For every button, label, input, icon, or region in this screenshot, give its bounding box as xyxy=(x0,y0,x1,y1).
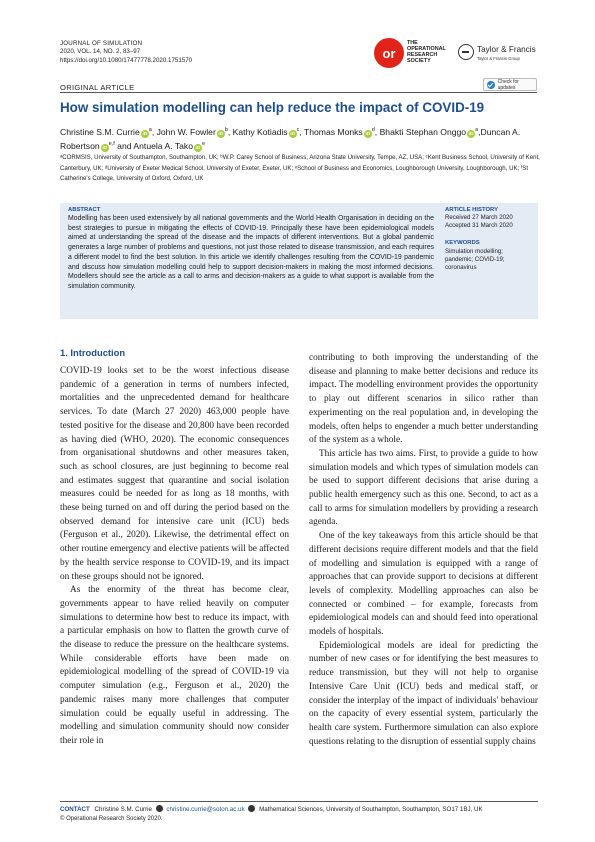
author-name: Thomas Monks xyxy=(303,126,363,137)
abstract-heading: ABSTRACT xyxy=(68,207,101,213)
body-paragraph: contributing to both improving the understanding of the disease and planning to make better decisions and reduce its impact. The modelling environment provides the opportunity to play out different scenarios in silico rather than experimenting on the real population and, in developing the models, often helps to engender a much better understanding of the system as a whole. xyxy=(309,353,538,446)
author-affiliation-mark: d xyxy=(371,127,375,133)
right-column xyxy=(309,352,538,749)
left-column xyxy=(60,365,289,749)
header-divider xyxy=(60,92,537,93)
check-updates-icon xyxy=(487,81,495,89)
author-name: Kathy Kotiadis xyxy=(232,126,288,137)
section-heading-introduction: 1. Introduction xyxy=(60,347,126,358)
taylor-francis-sub: Taylor & Francis Group xyxy=(477,56,520,61)
orcid-icon[interactable]: iD xyxy=(142,130,148,136)
author-list xyxy=(60,124,540,153)
author-separator: and xyxy=(114,141,134,152)
orcid-icon[interactable]: iD xyxy=(365,130,371,136)
keywords-heading: KEYWORDS xyxy=(445,240,480,246)
copyright: © Operational Research Society 2020. xyxy=(60,816,163,822)
journal-name: JOURNAL OF SIMULATION xyxy=(60,40,143,47)
contact-line xyxy=(60,805,483,813)
doi-link[interactable]: https://doi.org/10.1080/17477778.2020.1751570 xyxy=(60,56,193,64)
contact-label: CONTACT xyxy=(60,806,90,813)
orcid-icon[interactable]: iD xyxy=(218,130,224,136)
author-name: John W. Fowler xyxy=(156,126,216,137)
check-for-updates-button[interactable] xyxy=(483,78,537,91)
address-icon xyxy=(248,805,255,812)
author-affiliation-mark: a xyxy=(148,127,152,133)
author-separator: , xyxy=(227,126,233,137)
email-icon xyxy=(156,805,163,812)
author-name: Antuela A. Tako xyxy=(133,141,193,152)
orcid-icon[interactable]: iD xyxy=(290,130,295,136)
received-date: Received 27 March 2020 xyxy=(445,214,513,221)
author-name: Duncan A. Robertson xyxy=(60,126,521,152)
check-updates-label: Check for updates xyxy=(497,78,519,91)
body-paragraph: As the enormity of the threat has become clear, governments appear to have relied heavily on computer simulations to determine how best to reduce its impact, with a particular emphasis on how to flatten the growth curve of the disease to reduce the pressure on the healthcare systems. While considerable efforts have been made on epidemiological modelling of the spread of COVID-19 via computer simulation (e.g., Ferguson et al., 2020) the pandemic raises many more challenges that computer simulation could be equally useful in addressing. The modelling and simulation community should now consider their role in xyxy=(60,585,289,746)
author-separator: , xyxy=(151,126,157,137)
author-separator: , xyxy=(299,126,304,137)
author-affiliation-mark: e,f xyxy=(108,141,115,148)
body-paragraph: COVID-19 looks set to be the worst infectious disease pandemic of a generation in terms of numbers infected, mortalities and the unprecedented demand for healthcare services. To date (March 27 2020) 463,000 people have tested positive for the disease and 20,800 have been recorded as having died (WHO, 2020). The economic consequences from organisational shutdowns and other measures taken, such as school closures, are just beginning to become real and estimates suggest that quarantine and social isolation measures could be needed for as long as 18 months, with these being turned on and off during the period based on the observed demand for intensive care unit (ICU) beds (Ferguson et al., 2020). Likewise, the detrimental effect on other routine emergency and elective patients will be affected by the health service response to COVID-19, and its impact on these groups should not be ignored. xyxy=(60,366,289,582)
keyword-item: coronavirus xyxy=(445,264,477,271)
volume-line: 2020, VOL. 14, NO. 2, 83–97 xyxy=(60,48,141,56)
article-title: How simulation modelling can help reduce the impact of COVID-19 xyxy=(60,100,485,115)
orcid-icon[interactable]: iD xyxy=(195,145,201,151)
author-affiliation-mark: b xyxy=(224,127,228,133)
orcid-icon[interactable]: iD xyxy=(102,145,107,151)
taylor-francis-logo-icon xyxy=(458,44,474,60)
ors-logo-icon: or xyxy=(374,38,404,68)
contact-email-link[interactable]: christine.currie@soton.ac.uk xyxy=(166,806,245,813)
author-name: Christine S.M. Currie xyxy=(60,126,140,137)
keyword-item: pandemic; COVID-19; xyxy=(445,256,505,263)
author-separator: , xyxy=(374,126,380,137)
footer-divider xyxy=(60,801,538,802)
abstract-text: Modelling has been used extensively by all national governments and the World Health Organisation in deciding on the best strategies to pursue in mitigating the effects of COVID-19. Principally these have been epidemiological models aimed at understanding the spread of the disease and the impacts of different interventions. But a global pandemic generates a large number of problems and questions, not just those related to disease transmission, and each requires a different model to find the best solution. In this article we identify challenges resulting from the COVID-19 pandemic and discuss how simulation modelling could help to support decision-makers in making the most informed decisions. Modellers should see the article as a call to arms and decision-makers as a guide to what support is available from the simulation community. xyxy=(68,215,434,290)
author-affiliation-mark: c xyxy=(296,127,300,133)
accepted-date: Accepted 31 March 2020 xyxy=(445,222,513,229)
article-history-heading: ARTICLE HISTORY xyxy=(445,207,499,213)
contact-address: Mathematical Sciences, University of Southampton, Southampton, SO17 1BJ, UK xyxy=(259,806,483,813)
author-name: Bhakti Stephan Onggo xyxy=(379,126,467,137)
taylor-francis-name: Taylor & Francis xyxy=(477,45,536,54)
author-affiliation-mark: e xyxy=(202,141,206,148)
author-separator: , xyxy=(478,126,481,137)
contact-name: Christine S.M. Currie xyxy=(94,806,152,813)
body-paragraph: This article has two aims. First, to provide a guide to how simulation models and which types of simulation models can be used to support different decisions that arise during a public health emergency such as this one. Second, to act as a call to arms for simulation modellers by providing a research agenda. xyxy=(309,448,538,528)
ors-logo-text: THE OPERATIONAL RESEARCH SOCIETY xyxy=(407,40,446,64)
journal-info xyxy=(60,40,192,65)
orcid-icon[interactable]: iD xyxy=(468,130,474,136)
keyword-item: Simulation modelling; xyxy=(445,248,503,255)
body-paragraph: One of the key takeaways from this article should be that different decisions require different models and that the field of modelling and simulation is equipped with a range of approaches that can provide support to decisions at different levels of complexity. Modelling approaches can also be connected or combined – for example, forecasts from epidemiological models can and should feed into operational models of hospitals. xyxy=(309,531,538,638)
author-affiliation-mark: a xyxy=(475,127,479,133)
body-paragraph: Epidemiological models are ideal for predicting the number of new cases or for identifying the best measures to reduce transmission, but they will not help to organise Intensive Care Unit (ICU) beds and medical staff, or consider the interplay of the impact of individuals' behaviour on the capacity of every essential system, particularly the health care system. Furthermore simulation can also explore questions relating to the disruption of essential supply chains xyxy=(309,640,538,747)
affiliations: ᵃCORMSIS, University of Southampton, Southampton, UK; ᵇW.P. Carey School of Business, Arizona State University, Tempe, AZ, USA; ᶜKent Business School, University of Kent, Canterbury, UK; ᵈUniversity of Exeter Medical School, University of Exeter, Exeter, UK; ᵉSchool of Business and Economics, Loughborough University, Loughborough, UK; ᶠSt Catherine's College, University of Oxford, Oxford, UK xyxy=(60,154,540,183)
article-type: ORIGINAL ARTICLE xyxy=(60,83,135,92)
